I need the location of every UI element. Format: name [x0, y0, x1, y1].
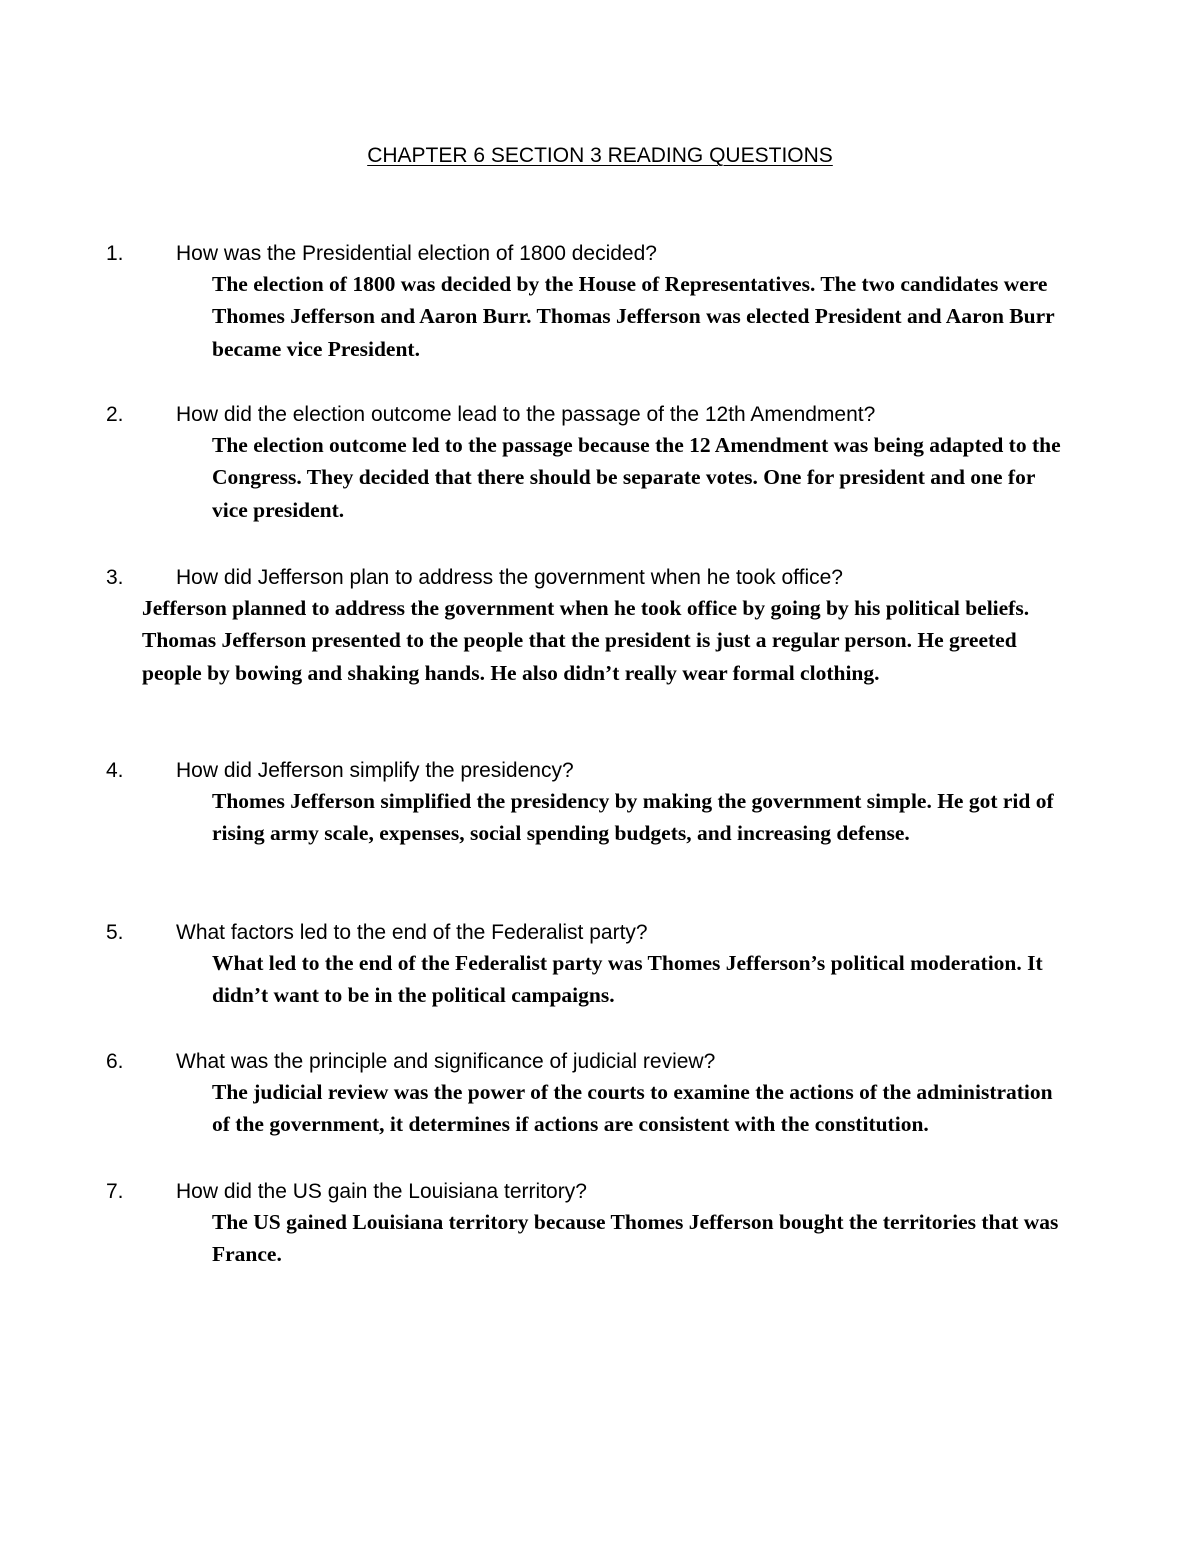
question-text: What was the principle and significance of judicial review?	[176, 1050, 716, 1073]
question-text: How did Jefferson simplify the presidency?	[176, 759, 574, 782]
question-number: 2.	[106, 403, 124, 426]
answer-text: What led to the end of the Federalist party was Thomes Jefferson’s political moderation. It didn’t want to be in the political campaigns.	[212, 951, 1043, 1008]
answer-text: The US gained Louisiana territory because Thomes Jefferson bought the territories that was France.	[212, 1210, 1059, 1267]
question-number: 7.	[106, 1180, 124, 1203]
question-text: How was the Presidential election of 1800 decided?	[176, 242, 657, 265]
question-number: 6.	[106, 1050, 124, 1073]
question-text: How did Jefferson plan to address the government when he took office?	[176, 566, 843, 589]
answer-text: Thomes Jefferson simplified the presidency by making the government simple. He got rid of rising army scale, expenses, social spending budgets, and increasing defense.	[212, 789, 1054, 846]
answer-text: Jefferson planned to address the government when he took office by going by his political beliefs. Thomas Jefferson presented to the people that the president is just a regular person. He greeted people by bowing and shaking hands. He also didn’t really wear formal clothing.	[142, 596, 1030, 685]
question-text: What factors led to the end of the Federalist party?	[176, 921, 648, 944]
answer-text: The election of 1800 was decided by the House of Representatives. The two candidates were Thomes Jefferson and Aaron Burr. Thomas Jefferson was elected President and Aaron Burr became vice President.	[212, 272, 1055, 361]
question-number: 1.	[106, 242, 124, 265]
question-number: 5.	[106, 921, 124, 944]
answer-text: The election outcome led to the passage because the 12 Amendment was being adapted to the Congress. They decided that there should be separate votes. One for president and one for vice president.	[212, 433, 1061, 522]
question-number: 3.	[106, 566, 124, 589]
answer-text: The judicial review was the power of the courts to examine the actions of the administration of the government, it determines if actions are consistent with the constitution.	[212, 1080, 1053, 1137]
question-number: 4.	[106, 759, 124, 782]
question-text: How did the US gain the Louisiana territory?	[176, 1180, 587, 1203]
page-title: CHAPTER 6 SECTION 3 READING QUESTIONS	[367, 144, 833, 167]
question-text: How did the election outcome lead to the passage of the 12th Amendment?	[176, 403, 876, 426]
